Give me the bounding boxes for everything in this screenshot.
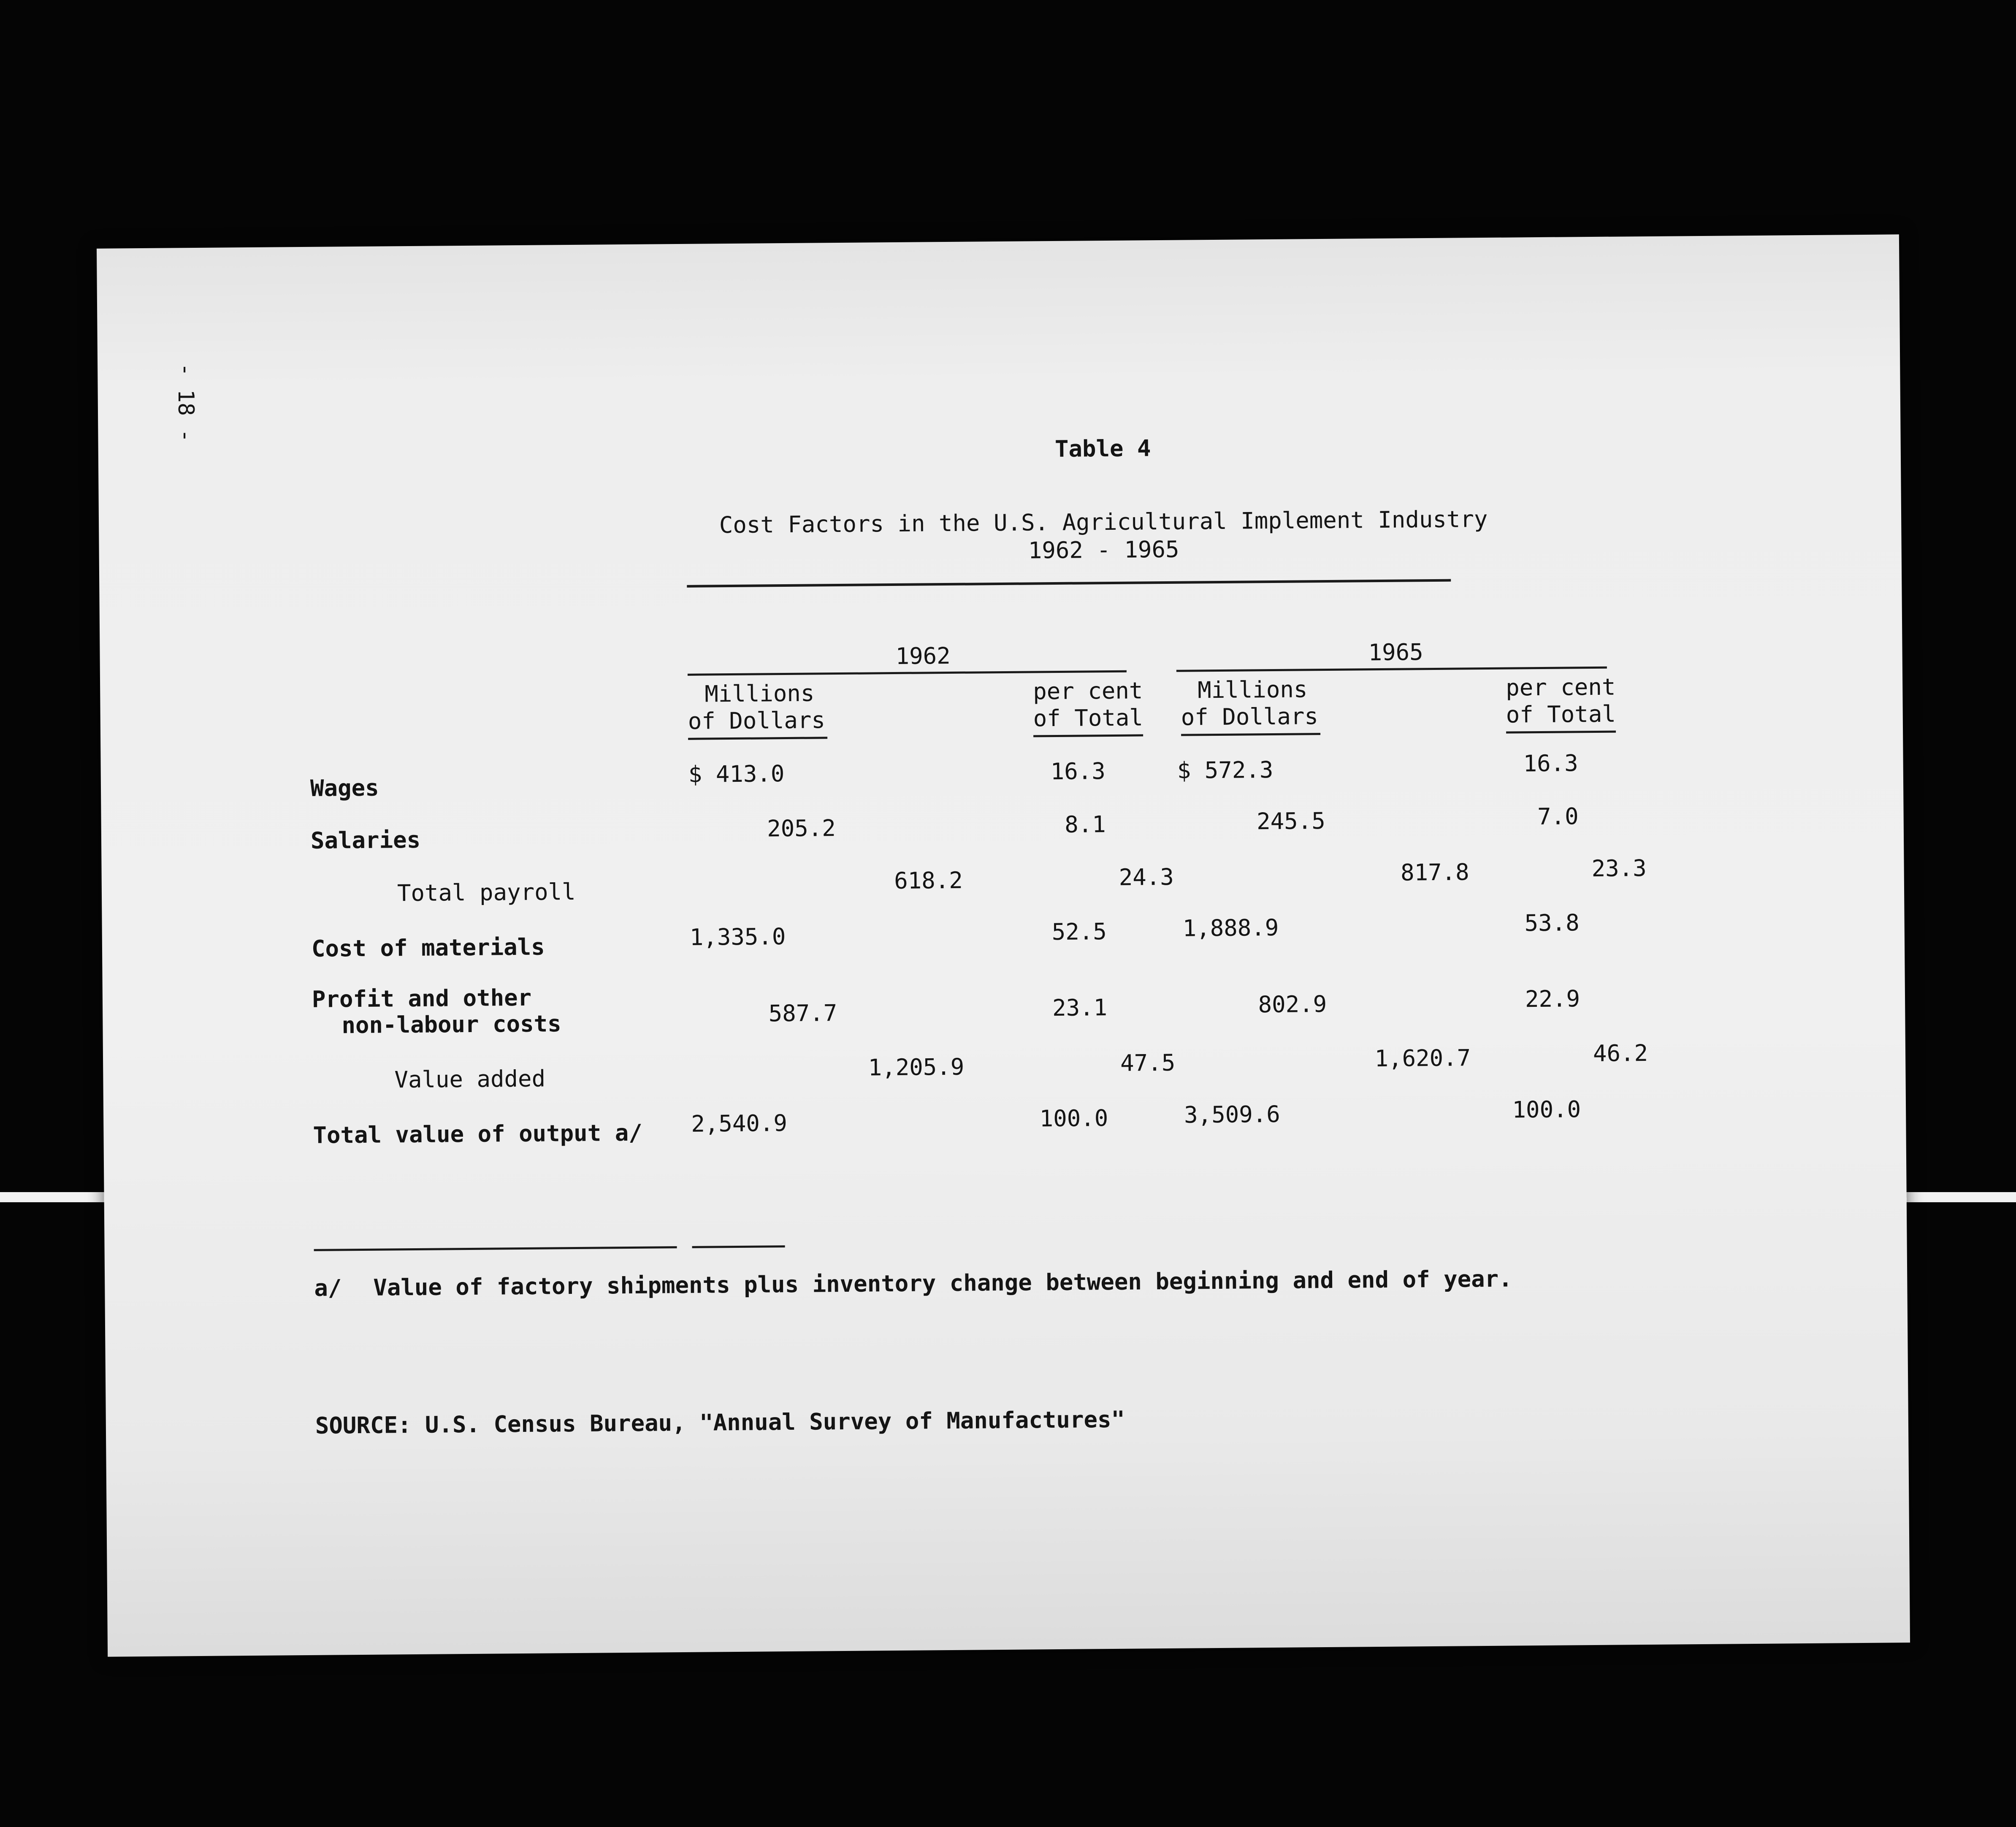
cell-1965-percent: 53.8 [1524, 909, 1580, 937]
cell-1962-millions: 618.2 [894, 867, 963, 895]
row-label: Total payroll [397, 878, 576, 907]
cell-1965-millions: 1,888.9 [1182, 914, 1279, 942]
col-1965-percent-line1: per cent [1505, 673, 1616, 701]
table-title: Cost Factors in the U.S. Agricultural Implement Industry [719, 505, 1488, 539]
col-1962-millions-rule [688, 737, 827, 740]
cell-1962-percent: 52.5 [1051, 918, 1107, 946]
document-page [97, 234, 1910, 1656]
footnote-text: Value of factory shipments plus inventory change between beginning and end of year. [373, 1265, 1512, 1301]
row-label: Total value of output a/ [313, 1119, 642, 1149]
col-1962-millions-line2: of Dollars [688, 707, 826, 735]
row-label: Salaries [310, 826, 421, 854]
cell-1962-millions: 205.2 [767, 815, 836, 842]
cell-1965-percent: 7.0 [1537, 803, 1579, 830]
cell-1965-percent: 23.3 [1591, 855, 1647, 882]
cell-1962-percent: 47.5 [1120, 1049, 1176, 1076]
col-1965-percent-rule [1506, 731, 1616, 734]
cell-1962-millions: 1,335.0 [689, 923, 786, 951]
col-1965-millions-line1: Millions [1198, 676, 1308, 704]
row-label: Value added [394, 1065, 546, 1093]
row-label: Profit and other [312, 984, 532, 1013]
footnote-rule-short [692, 1245, 785, 1248]
title-rule [687, 579, 1451, 588]
row-label: Cost of materials [311, 933, 545, 962]
year-1965-header: 1965 [1368, 639, 1423, 666]
col-1962-percent-line2: of Total [1033, 704, 1143, 732]
row-label-line2: non-labour costs [341, 1010, 561, 1039]
cell-1965-percent: 100.0 [1512, 1096, 1581, 1123]
cell-1962-percent: 16.3 [1050, 758, 1106, 785]
cell-1962-millions: 2,540.9 [691, 1110, 788, 1137]
cell-1962-percent: 23.1 [1052, 994, 1108, 1022]
cell-1965-percent: 46.2 [1593, 1040, 1648, 1067]
cell-1962-percent: 100.0 [1039, 1105, 1108, 1132]
year-1962-rule [688, 670, 1127, 676]
col-1962-percent-line1: per cent [1033, 677, 1143, 705]
cell-1965-millions: $ 572.3 [1177, 756, 1274, 784]
cell-1965-millions: 245.5 [1256, 808, 1325, 835]
table-period: 1962 - 1965 [1028, 536, 1179, 564]
cell-1965-millions: 802.9 [1258, 990, 1327, 1018]
footnote-marker: a/ [314, 1274, 342, 1301]
col-1965-percent-line2: of Total [1506, 700, 1616, 728]
col-1965-millions-line2: of Dollars [1181, 703, 1319, 731]
year-1962-header: 1962 [895, 642, 951, 670]
cell-1962-millions: $ 413.0 [688, 760, 785, 788]
col-1962-percent-rule [1033, 734, 1143, 737]
cell-1965-percent: 16.3 [1523, 750, 1578, 777]
page-number: - 18 - [173, 363, 198, 442]
cell-1965-millions: 1,620.7 [1374, 1044, 1471, 1072]
row-label: Wages [310, 774, 379, 802]
col-1965-millions-rule [1181, 733, 1320, 736]
cell-1962-percent: 8.1 [1064, 811, 1106, 838]
cell-1965-percent: 22.9 [1525, 985, 1580, 1013]
cell-1962-millions: 587.7 [768, 1000, 837, 1027]
footnote-rule [314, 1246, 677, 1251]
col-1962-millions-line1: Millions [705, 680, 815, 707]
cell-1965-millions: 3,509.6 [1184, 1101, 1280, 1128]
cell-1962-millions: 1,205.9 [868, 1053, 965, 1081]
year-1965-rule [1176, 667, 1607, 672]
table-label: Table 4 [1054, 435, 1151, 463]
cell-1962-percent: 24.3 [1119, 863, 1174, 891]
source-note: SOURCE: U.S. Census Bureau, "Annual Survey of Manufactures" [315, 1406, 1125, 1439]
cell-1965-millions: 817.8 [1400, 859, 1469, 886]
